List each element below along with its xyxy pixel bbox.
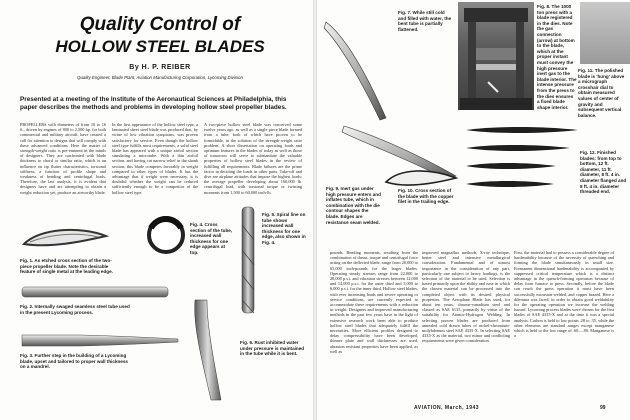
page-gutter xyxy=(313,0,317,420)
fig7-flattened-tube-image xyxy=(322,14,392,124)
fig8-press-photo xyxy=(458,2,534,110)
right-body-column-3: First, the material had to possess a considerable degree of hardenability because of the necessity of quenching and forming the blade simultaneously in small size. Formanent dimensional hardenability is accompanied by suppressed critical temperature which is a distinct advantage in the quench-forming operation because of delay from furnace to press. Secondly, before the blade can reach the press operation it must have been successfully extrusion-welded, and copper brazed. Here a dilemma was faced; in order to obtain good weldability for the operating operation we increase the welding hazard. Lycoming process blades were chosen for the first blades of SAE 4335-X and at the time it was a special analysis. Carbon is held to low points .28 to .35, while the other elements are standard ranges except manganese which is held to the low range of .60—.80. Manganese is a xyxy=(514,250,614,339)
fig11-caption: Fig. 11. The polished blade is 'hung' above a micrograph crosshair dial to obtain measured values of center of gravity and subsequent vertical balance. xyxy=(578,68,625,118)
fig2-tube-image xyxy=(20,284,170,300)
fig4-ring-cross-section-image xyxy=(145,214,187,256)
article-title-line2: HOLLOW STEEL BLADES xyxy=(55,37,265,56)
fig4-caption: Fig. 4. Cross section of the tube, increased wall thickness for one edge appears at top. xyxy=(190,222,233,255)
fig1-caption: Fig. 1. As etched cross section of the two-piece propeller blade. Note the desirable feature of single metal at the leading edge. xyxy=(20,258,113,275)
author-affiliation: Quality Engineer, Blade Plant, Aviation Manufacturing Corporation, Lycoming Division xyxy=(77,75,243,80)
fig3-upset-tube-image xyxy=(20,330,180,350)
fig9-caption: Fig. 9. Inert gas under high pressure enters and inflates tube, which in combination with the die contour shapes the blade. Edges are resistance seam welded. xyxy=(326,186,381,225)
magazine-footer: AVIATION, March, 1943 xyxy=(414,405,480,411)
press-machinery-icon xyxy=(458,2,534,110)
fig12-caption: Fig. 12. Finished blades: from top to bottom, 12 ft. diameter, 11 ft. diameter, 8 ft. 4 in. diameter flanged and 8 ft. 4 in. diameter threaded end. xyxy=(580,150,627,195)
right-body-column-2: improved magnaflux methods, X-ray technique, better steel and intensive metallurgical consideration. Fundamental and of utmost importance in the consideration of any part, particularly one subject to heavy loadings, is the selection of the material to be used. Selection is based primarily upon the ability and ease in which the chosen material can be processed into the completed object with its desired physical properties. The Aeroplane Blade has used, for about ten years, chrome-vanadium steel and classed as SAE 6135, primarily by virtue of the suitability for Atomic-Hydrogen Welding. In selecting proven blades are produced from annealed cold drawn tubes of nickel-chromium-molybdenum steel SAE 4335-X. In selecting SAE 4335-X as the material, two minor and conflicting requirements were given consideration. xyxy=(422,250,510,344)
fig1-cross-section-image xyxy=(20,222,110,256)
page-number: 99 xyxy=(600,405,606,411)
fig6-caption: Fig. 6. Rust inhibited water under pressure is maintained in the tube while it is bent. xyxy=(240,340,305,357)
fig8-caption: Fig. 8. The 1000 ton press with a blade registered in the dies. Note the gas connection (arrow) at bottom to the blade, which at the proper instant must convey the high pressure inert gas to the blade interior. The intense pressure from the press to the dies ensures a fixed blade shape interior. xyxy=(537,4,577,110)
fig5-caption: Fig. 5. Spiral line on tube shows increased wall thickness for one edge, also shown in Fig. 4. xyxy=(262,212,306,245)
fig11-balance-photo xyxy=(580,2,630,64)
article-title-line1: Quality Control of xyxy=(79,14,241,35)
body-column-3: A two-piece hollow steel blade was conceived some twelve years ago, as well as a single piece blade formed from a tube, both of which have proven to be formidable, in the solution of the strength-weight ratio problem. A short dissertation on operating loads and optimum features in the blades of today as well as those of tomorrow will serve to substantiate the valuable properties of hollow steel blades in the review of fulfilling all requirements. Blade failures are the prime factor in deciding the loads in other parts. Take-off and dive are airplane attitudes that impose the highest loads; the average propeller developing about 160,000 lb. centrifugal load, with torsional torque or twisting moments from 1,500 to 60,000 inch-lb. xyxy=(204,122,302,195)
fig10-caption: Fig. 10. Cross section of the blade with the copper filet in the trailing edge. xyxy=(398,188,454,205)
fig6-bent-tube-image xyxy=(175,296,235,406)
fig5-spiral-tube-image xyxy=(238,205,258,315)
fig3-caption: Fig. 3. Further step in the building of a Lycoming blade, upset and tailored to proper wall thickness on a mandrel. xyxy=(20,353,128,370)
fig7-caption: Fig. 7. While still cold and filled with water, the bent tube is partially flattened. xyxy=(398,10,452,32)
author-byline: By H. P. REIBER xyxy=(129,64,191,71)
article-abstract: Presented at a meeting of the Institute of the Aeronautical Sciences at Philadelphia, this paper describes the methods and problems in developing hollow steel propeller blades. xyxy=(20,96,287,112)
right-body-column-1: pounds. Bending moments, resulting from the combination of thrust, torque and centrifugal force acting on the deflected blade, range from 20,000 to 65,000 inch-pounds for the larger blades. Operating steady stresses range from 22,000 to 28,000 p.s.i. and vibration stresses between 12,000 and 14,000 p.s.i. for the outer third and 5,000 to 6,000 p.s.i. for the inner third. Hollow steel blades, with ever increasing loads and severe operating or service conditions, are currently expected to accommodate these requirements with a reduction in weight. Designers and improved manufacturing methods in the past few years have in the light of extensive research work been able to produce hollow steel blades that adequately fulfill the necessities. More efficient profiles designed to delay compressibility have been developed, thinner plate and wall thicknesses are used, abrasion resistant properties have been applied, as well as xyxy=(330,250,418,354)
fig12-finished-blades-image xyxy=(462,118,580,200)
body-column-2: In the first appearance of the hollow steel type, a laminated sheet steel blade was produced that, by virtue of low vibration symptoms, was proven satisfactory for service. Even though the hollow steel type fulfills most requirements, a solid steel blade has appeared with a unique airfoil section simulating a microtube. With a thin airfoil section, and having cut narrow relief in the shank section, this blade competes favorably in weight compared to other types of blades. It has the advantage that if weight were necessary, it is doubtful whether the weight can be reduced sufficiently enough to be a competitor of the hollow steel type. xyxy=(112,122,198,195)
fig2-caption: Fig. 2. Internally swaged seamless steel tube used in the present Lycoming process. xyxy=(20,304,130,315)
body-column-1: PROPELLERS with diameters of from 10 to 16 ft., driven by engines of 800 to 2,500 hp. for both commercial and military aircraft, have created a call for attention to designs that will comply with these advanced conditions. Here the matter of strength-weight ratio is pre-eminent in the minds of designers. They are confronted with blade thickness to chord or similar ratio, which is an influence on tip flutter characteristics, torsional stiffness, a function of profile shape and weakness of bending and centrifugal loads. Therefore, the last analysis, it is evident that designers have and are attempting to obtain a weight reduction yet, produce an airworthy blade. xyxy=(20,122,106,195)
